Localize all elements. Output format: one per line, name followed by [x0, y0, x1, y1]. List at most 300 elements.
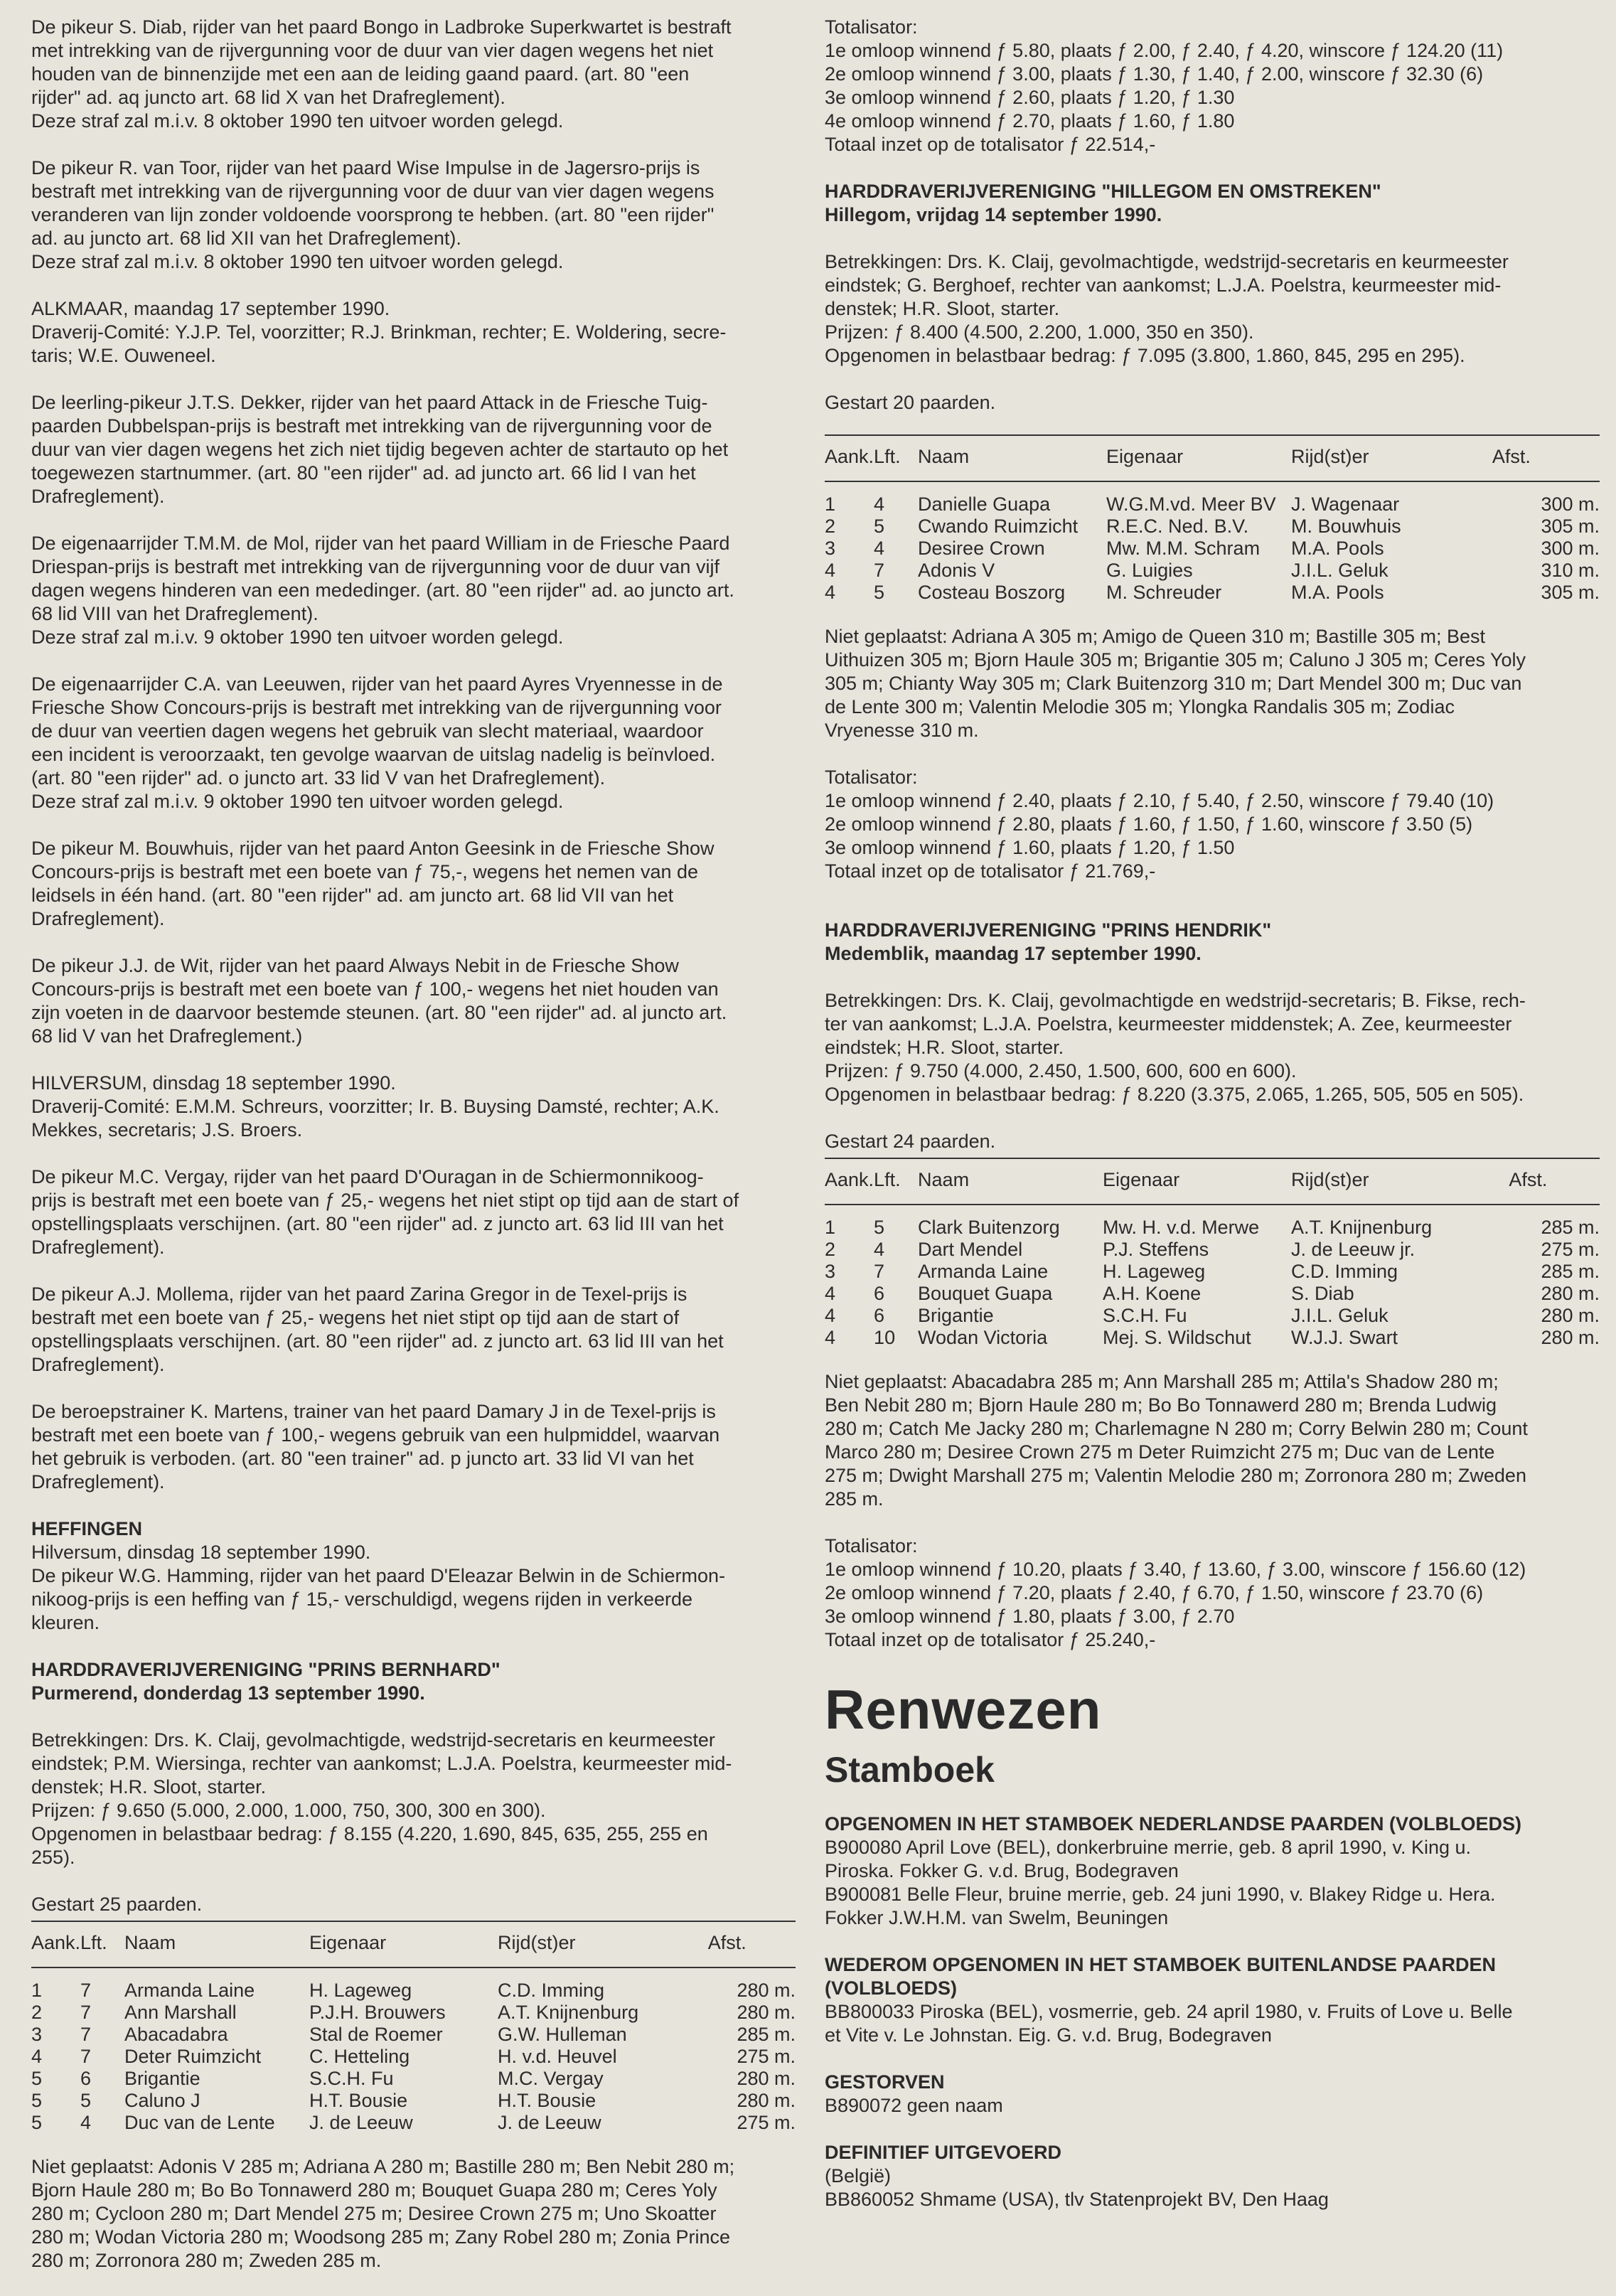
heffingen-heading: HEFFINGEN	[31, 1518, 143, 1539]
table-row	[825, 1327, 1600, 1349]
text-line: De leerling-pikeur J.T.S. Dekker, rijder van het paard Attack in de Friesche Tuig-	[31, 392, 708, 413]
stamboek-entries	[825, 1836, 1600, 1930]
section-title: HARDDRAVERIJVERENIGING "PRINS BERNHARD"	[31, 1659, 501, 1680]
cell-eigenaar: P.J.H. Brouwers	[309, 2002, 446, 2023]
col-header-eigenaar: Eigenaar	[1106, 436, 1291, 481]
cell-afst: 275 m.	[737, 2112, 796, 2133]
col-header-afst: Afst.	[1492, 436, 1600, 481]
cell-afst: 280 m.	[737, 2002, 796, 2023]
table-body	[31, 1967, 796, 2134]
text-line: 3e omloop winnend ƒ 1.60, plaats ƒ 1.20, ƒ 1.50	[825, 837, 1235, 858]
text-line: Niet geplaatst: Adonis V 285 m; Adriana A 280 m; Bastille 280 m; Ben Nebit 280 m;	[31, 2156, 735, 2177]
cell-rijder: A.T. Knijnenburg	[1291, 1217, 1433, 1238]
text-line: 280 m; Catch Me Jacky 280 m; Charlemagne N 280 m; Corry Belwin 280 m; Count	[825, 1418, 1528, 1439]
cell-naam: Dart Mendel	[918, 1239, 1023, 1260]
section-subtitle: Purmerend, donderdag 13 september 1990.	[31, 1682, 425, 1704]
text-line: opstellingsplaats verschijnen. (art. 80 "een rijder" ad. z juncto art. 63 lid III van het	[31, 1330, 724, 1352]
text-line: De beroepstrainer K. Martens, trainer van het paard Damary J in de Texel-prijs is	[31, 1401, 716, 1422]
cell-naam: Adonis V	[918, 560, 995, 581]
results-table-wrap	[31, 1921, 796, 2134]
text-line: eindstek; P.M. Wiersinga, rechter van aankomst; L.J.A. Poelstra, keurmeester mid-	[31, 1753, 732, 1774]
cell-naam: Brigantie	[918, 1305, 994, 1326]
results-table-wrap	[825, 434, 1600, 604]
cell-naam: Brigantie	[124, 2068, 200, 2089]
text-line: et Vite v. Le Johnstan. Eig. G. v.d. Brug, Bodegraven	[825, 2024, 1272, 2046]
cell-aank: 5	[31, 2112, 43, 2133]
text-line: Uithuizen 305 m; Bjorn Haule 305 m; Brigantie 305 m; Caluno J 305 m; Ceres Yoly	[825, 649, 1526, 671]
started-count: Gestart 25 paarden.	[31, 1894, 203, 1915]
text-line: Niet geplaatst: Abacadabra 285 m; Ann Marshall 285 m; Attila's Shadow 280 m;	[825, 1371, 1499, 1392]
cell-eigenaar: Mw. M.M. Schram	[1106, 538, 1261, 559]
text-line: Concours-prijs is bestraft met een boete van ƒ 100,- wegens het niet houden van	[31, 978, 719, 1000]
left-column	[31, 16, 796, 2296]
cell-eigenaar: M. Schreuder	[1106, 582, 1222, 603]
col-header-eigenaar: Eigenaar	[309, 1922, 498, 1967]
cell-aank: 4	[31, 2046, 43, 2067]
table-row	[31, 2002, 796, 2024]
stamboek-entries	[825, 2000, 1600, 2047]
table-row	[825, 1305, 1600, 1327]
stamboek-section	[825, 1812, 1600, 2211]
notice-paragraph	[31, 1165, 796, 1259]
stamboek-block	[825, 1812, 1600, 1930]
col-header-lft: Lft.	[874, 436, 918, 481]
col-header-afst: Afst.	[708, 1922, 796, 1967]
text-line: (art. 80 "een rijder" ad. o juncto art. 33 lid V van het Drafreglement).	[31, 767, 606, 789]
hillegom-section	[825, 180, 1600, 883]
text-line: Driespan-prijs is bestraft met intrekking van de rijvergunning voor de duur van vijf	[31, 556, 719, 577]
text-line: denstek; H.R. Sloot, starter.	[31, 1776, 267, 1798]
cell-lft: 4	[874, 1239, 885, 1260]
cell-aank: 4	[825, 1327, 836, 1348]
text-line: B900080 April Love (BEL), donkerbruine merrie, geb. 8 april 1990, v. King u.	[825, 1837, 1472, 1858]
cell-lft: 4	[874, 493, 885, 515]
cell-eigenaar: S.C.H. Fu	[309, 2068, 394, 2089]
text-line: leidsels in één hand. (art. 80 "een rijder" ad. am juncto art. 68 lid VII van het	[31, 885, 674, 906]
cell-eigenaar: C. Hetteling	[309, 2046, 410, 2067]
cell-rijder: M.C. Vergay	[498, 2068, 604, 2089]
notice-paragraph	[31, 1283, 796, 1377]
cell-aank: 4	[825, 1305, 836, 1326]
cell-eigenaar: Stal de Roemer	[309, 2024, 443, 2045]
cell-rijder: S. Diab	[1291, 1283, 1354, 1304]
notice-paragraph	[31, 532, 796, 649]
text-line: Deze straf zal m.i.v. 9 oktober 1990 ten uitvoer worden gelegd.	[31, 626, 564, 648]
cell-lft: 4	[80, 2112, 92, 2133]
text-line: eindstek; H.R. Sloot, starter.	[825, 1037, 1064, 1058]
cell-lft: 7	[80, 2024, 92, 2045]
col-header-aank: Aank.	[31, 1922, 80, 1967]
table-row	[31, 2068, 796, 2090]
section-title: HARDDRAVERIJVERENIGING "HILLEGOM EN OMSTREKEN"	[825, 181, 1381, 202]
text-line: Deze straf zal m.i.v. 9 oktober 1990 ten uitvoer worden gelegd.	[31, 791, 564, 812]
col-header-aank: Aank.	[825, 1159, 874, 1205]
text-line: De pikeur R. van Toor, rijder van het paard Wise Impulse in de Jagersro-prijs is	[31, 157, 700, 178]
text-line: 285 m.	[825, 1488, 884, 1510]
cell-rijder: J. Wagenaar	[1291, 493, 1400, 515]
cell-eigenaar: J. de Leeuw	[309, 2112, 413, 2133]
text-line: 1e omloop winnend ƒ 5.80, plaats ƒ 2.00, ƒ 2.40, ƒ 4.20, winscore ƒ 124.20 (11)	[825, 40, 1504, 61]
text-line: 4e omloop winnend ƒ 2.70, plaats ƒ 1.60, ƒ 1.80	[825, 110, 1235, 132]
cell-aank: 2	[825, 1239, 836, 1260]
cell-naam: Armanda Laine	[124, 1980, 255, 2001]
text-line: Betrekkingen: Drs. K. Claij, gevolmachtigde en wedstrijd-secretaris; B. Fikse, rech-	[825, 990, 1526, 1011]
section-subtitle: Medemblik, maandag 17 september 1990.	[825, 943, 1202, 964]
text-line: Deze straf zal m.i.v. 8 oktober 1990 ten uitvoer worden gelegd.	[31, 251, 564, 272]
text-line: De eigenaarrijder T.M.M. de Mol, rijder van het paard William in de Friesche Paard	[31, 533, 730, 554]
cell-afst: 285 m.	[737, 2024, 796, 2045]
text-line: Totalisator:	[825, 16, 918, 38]
cell-afst: 310 m.	[1541, 560, 1600, 581]
text-line: 305 m; Chianty Way 305 m; Clark Buitenzorg 310 m; Dart Mendel 300 m; Duc van	[825, 673, 1522, 694]
cell-afst: 300 m.	[1541, 538, 1600, 559]
stamboek-entries	[825, 2094, 1600, 2118]
cell-eigenaar: A.H. Koene	[1103, 1283, 1202, 1304]
cell-naam: Ann Marshall	[124, 2002, 237, 2023]
cell-eigenaar: Mej. S. Wildschut	[1103, 1327, 1251, 1348]
table-row	[825, 516, 1600, 538]
stamboek-heading-cont: (VOLBLOEDS)	[825, 1977, 957, 1999]
cell-lft: 5	[80, 2090, 92, 2111]
stamboek-block	[825, 2071, 1600, 2118]
text-line: houden van de binnenzijde met een aan de leiding gaand paard. (art. 80 "een	[31, 63, 690, 85]
col-header-naam: Naam	[918, 1159, 1103, 1205]
text-line: 280 m; Cycloon 280 m; Dart Mendel 275 m; Desiree Crown 275 m; Uno Skoatter	[31, 2203, 717, 2224]
text-line: rijder" ad. aq juncto art. 68 lid X van het Drafreglement).	[31, 87, 505, 108]
stamboek-heading: GESTORVEN	[825, 2071, 945, 2093]
text-line: taris; W.E. Ouweneel.	[31, 345, 216, 366]
details-paragraph	[825, 250, 1600, 368]
notice-paragraph	[31, 954, 796, 1048]
text-line: Hilversum, dinsdag 18 september 1990.	[31, 1542, 371, 1563]
text-line: nikoog-prijs is een heffing van ƒ 15,- verschuldigd, wegens rijden in verkeerde	[31, 1588, 693, 1610]
not-placed-paragraph	[31, 2155, 796, 2273]
cell-lft: 7	[874, 1261, 885, 1282]
text-line: de Lente 300 m; Valentin Melodie 305 m; Ylongka Randalis 305 m; Zodiac	[825, 696, 1455, 717]
text-line: Marco 280 m; Desiree Crown 275 m Deter Ruimzicht 275 m; Duc van de Lente	[825, 1441, 1495, 1463]
heffingen-paragraph	[31, 1541, 796, 1635]
cell-eigenaar: G. Luigies	[1106, 560, 1193, 581]
text-line: ter van aankomst; L.J.A. Poelstra, keurmeester middenstek; A. Zee, keurmeester	[825, 1013, 1512, 1035]
text-line: bestraft met een boete van ƒ 100,- wegens gebruik van een hulpmiddel, waarvan	[31, 1424, 720, 1446]
cell-aank: 4	[825, 582, 836, 603]
right-column	[825, 16, 1600, 2235]
cell-lft: 7	[874, 560, 885, 581]
text-line: Prijzen: ƒ 9.750 (4.000, 2.450, 1.500, 600, 600 en 600).	[825, 1060, 1297, 1082]
cell-naam: Wodan Victoria	[918, 1327, 1048, 1348]
text-line: toegewezen startnummer. (art. 80 "een rijder" ad. ad juncto art. 66 lid I van het	[31, 462, 696, 484]
cell-lft: 7	[80, 2046, 92, 2067]
cell-naam: Cwando Ruimzicht	[918, 516, 1079, 537]
prins-bernhard-section	[31, 1658, 796, 2273]
cell-naam: Abacadabra	[124, 2024, 228, 2045]
table-row	[825, 1261, 1600, 1283]
notice-paragraph	[31, 156, 796, 274]
details-paragraph	[31, 1729, 796, 1869]
text-line: Ben Nebit 280 m; Bjorn Haule 280 m; Bo Bo Tonnawerd 280 m; Brenda Ludwig	[825, 1394, 1497, 1416]
text-line: Prijzen: ƒ 9.650 (5.000, 2.000, 1.000, 750, 300, 300 en 300).	[31, 1800, 546, 1821]
text-line: prijs is bestraft met een boete van ƒ 25,- wegens het niet stipt op tijd aan de start of	[31, 1190, 739, 1211]
text-line: Deze straf zal m.i.v. 8 oktober 1990 ten uitvoer worden gelegd.	[31, 110, 564, 132]
cell-eigenaar: H. Lageweg	[309, 1980, 412, 2001]
stamboek-heading: WEDEROM OPGENOMEN IN HET STAMBOEK BUITENLANDSE PAARDEN	[825, 1954, 1497, 1975]
cell-rijder: M.A. Pools	[1291, 582, 1384, 603]
cell-rijder: J.I.L. Geluk	[1291, 560, 1388, 581]
table-row	[31, 2024, 796, 2046]
text-line: Totalisator:	[825, 1535, 918, 1557]
cell-afst: 305 m.	[1541, 582, 1600, 603]
text-line: De eigenaarrijder C.A. van Leeuwen, rijder van het paard Ayres Vryennesse in de	[31, 673, 723, 695]
cell-aank: 1	[825, 493, 836, 515]
text-line: B900081 Belle Fleur, bruine merrie, geb. 24 juni 1990, v. Blakey Ridge u. Hera.	[825, 1884, 1496, 1905]
table-row	[825, 1239, 1600, 1261]
committee-paragraph	[31, 297, 796, 368]
text-line: ad. au juncto art. 68 lid XII van het Drafreglement).	[31, 228, 461, 249]
text-line: Prijzen: ƒ 8.400 (4.500, 2.200, 1.000, 350 en 350).	[825, 321, 1254, 343]
started-count: Gestart 20 paarden.	[825, 392, 996, 413]
text-line: 2e omloop winnend ƒ 3.00, plaats ƒ 1.30, ƒ 1.40, ƒ 2.00, winscore ƒ 32.30 (6)	[825, 63, 1484, 85]
text-line: Niet geplaatst: Adriana A 305 m; Amigo de Queen 310 m; Bastille 305 m; Best	[825, 626, 1486, 647]
text-line: 2e omloop winnend ƒ 7.20, plaats ƒ 2.40, ƒ 6.70, ƒ 1.50, winscore ƒ 23.70 (6)	[825, 1582, 1484, 1603]
cell-afst: 280 m.	[1541, 1305, 1600, 1326]
text-line: denstek; H.R. Sloot, starter.	[825, 298, 1060, 319]
cell-eigenaar: P.J. Steffens	[1103, 1239, 1209, 1260]
notice-paragraph	[31, 837, 796, 931]
text-line: ALKMAAR, maandag 17 september 1990.	[31, 298, 390, 319]
col-header-rijder: Rijd(st)er	[1291, 436, 1492, 481]
cell-aank: 3	[31, 2024, 43, 2045]
committee-paragraph	[31, 1072, 796, 1142]
text-line: Totalisator:	[825, 767, 918, 788]
table-row	[31, 2046, 796, 2068]
table-row	[825, 1205, 1600, 1239]
text-line: Betrekkingen: Drs. K. Claij, gevolmachtigde, wedstrijd-secretaris en keurmeester	[825, 251, 1509, 272]
notice-paragraph	[31, 391, 796, 508]
text-line: De pikeur M. Bouwhuis, rijder van het paard Anton Geesink in de Friesche Show	[31, 838, 715, 859]
table-row	[31, 1967, 796, 2002]
table-row	[825, 560, 1600, 582]
text-line: 3e omloop winnend ƒ 2.60, plaats ƒ 1.20, ƒ 1.30	[825, 87, 1235, 108]
text-line: duur van vier dagen wegens het zich niet tijdig begeven achter de startauto op het	[31, 439, 729, 460]
text-line: met intrekking van de rijvergunning voor de duur van vier dagen wegens het niet	[31, 40, 714, 61]
text-line: 255).	[31, 1847, 75, 1868]
text-line: dagen wegens hinderen van een mededinger. (art. 80 "een rijder" ad. ao juncto art.	[31, 580, 734, 601]
table-row	[31, 2112, 796, 2134]
col-header-lft: Lft.	[874, 1159, 918, 1205]
cell-lft: 7	[80, 1980, 92, 2001]
cell-eigenaar: W.G.M.vd. Meer BV	[1106, 493, 1276, 515]
stamboek-heading: DEFINITIEF UITGEVOERD	[825, 2142, 1062, 2163]
cell-lft: 6	[874, 1305, 885, 1326]
cell-rijder: J.I.L. Geluk	[1291, 1305, 1388, 1326]
cell-aank: 4	[825, 1283, 836, 1304]
notice-paragraph	[31, 673, 796, 813]
text-line: Piroska. Fokker G. v.d. Brug, Bodegraven	[825, 1860, 1179, 1881]
cell-naam: Danielle Guapa	[918, 493, 1051, 515]
text-line: veranderen van lijn zonder voldoende voorsprong te hebben. (art. 80 "een rijder"	[31, 204, 715, 225]
table-row	[825, 481, 1600, 516]
table-row	[825, 1283, 1600, 1305]
cell-naam: Deter Ruimzicht	[124, 2046, 262, 2067]
cell-naam: Bouquet Guapa	[918, 1283, 1053, 1304]
text-line: bestraft met een boete van ƒ 25,- wegens het niet stipt op tijd aan de start of	[31, 1307, 680, 1328]
cell-naam: Desiree Crown	[918, 538, 1045, 559]
cell-afst: 280 m.	[737, 2068, 796, 2089]
text-line: Betrekkingen: Drs. K. Claij, gevolmachtigde, wedstrijd-secretaris en keurmeester	[31, 1729, 715, 1751]
cell-aank: 5	[31, 2068, 43, 2089]
text-line: Totaal inzet op de totalisator ƒ 22.514,-	[825, 134, 1156, 155]
col-header-naam: Naam	[918, 436, 1106, 481]
notices-section	[31, 16, 796, 1494]
cell-eigenaar: S.C.H. Fu	[1103, 1305, 1187, 1326]
text-line: opstellingsplaats verschijnen. (art. 80 "een rijder" ad. z juncto art. 63 lid III van het	[31, 1213, 724, 1234]
text-line: BB860052 Shmame (USA), tlv Statenprojekt BV, Den Haag	[825, 2189, 1329, 2210]
results-table	[31, 1922, 796, 2134]
cell-eigenaar: Mw. H. v.d. Merwe	[1103, 1217, 1260, 1238]
cell-rijder: G.W. Hulleman	[498, 2024, 627, 2045]
text-line: Mekkes, secretaris; J.S. Broers.	[31, 1119, 303, 1141]
text-line: Drafreglement).	[31, 1471, 165, 1493]
text-line: Drafreglement).	[31, 1354, 165, 1375]
results-table	[825, 436, 1600, 604]
text-line: 280 m; Wodan Victoria 280 m; Woodsong 285 m; Zany Robel 280 m; Zonia Prince	[31, 2226, 731, 2248]
cell-lft: 5	[874, 1217, 885, 1238]
cell-rijder: H.T. Bousie	[498, 2090, 596, 2111]
table-body	[825, 481, 1600, 604]
stamboek-title: Stamboek	[825, 1750, 995, 1790]
text-line: Vryenesse 310 m.	[825, 720, 979, 741]
cell-afst: 280 m.	[737, 2090, 796, 2111]
cell-afst: 280 m.	[1541, 1327, 1600, 1348]
cell-afst: 285 m.	[1541, 1261, 1600, 1282]
cell-naam: Clark Buitenzorg	[918, 1217, 1060, 1238]
text-line: bestraft met intrekking van de rijvergunning voor de duur van vier dagen wegens	[31, 181, 715, 202]
notice-paragraph	[31, 16, 796, 133]
cell-afst: 275 m.	[737, 2046, 796, 2067]
stamboek-block	[825, 1953, 1600, 2047]
cell-afst: 300 m.	[1541, 493, 1600, 515]
renwezen-title: Renwezen	[825, 1678, 1102, 1741]
totalisator-paragraph	[825, 1534, 1600, 1652]
cell-afst: 275 m.	[1541, 1239, 1600, 1260]
text-line: 1e omloop winnend ƒ 2.40, plaats ƒ 2.10, ƒ 5.40, ƒ 2.50, winscore ƒ 79.40 (10)	[825, 790, 1494, 811]
col-header-rijder: Rijd(st)er	[1291, 1159, 1509, 1205]
cell-lft: 7	[80, 2002, 92, 2023]
cell-eigenaar: H.T. Bousie	[309, 2090, 408, 2111]
cell-rijder: J. de Leeuw	[498, 2112, 601, 2133]
text-line: 1e omloop winnend ƒ 10.20, plaats ƒ 3.40, ƒ 13.60, ƒ 3.00, winscore ƒ 156.60 (12)	[825, 1559, 1526, 1580]
text-line: 2e omloop winnend ƒ 2.80, plaats ƒ 1.60, ƒ 1.50, ƒ 1.60, winscore ƒ 3.50 (5)	[825, 813, 1473, 835]
cell-naam: Costeau Boszorg	[918, 582, 1066, 603]
started-count: Gestart 24 paarden.	[825, 1131, 996, 1152]
cell-rijder: M. Bouwhuis	[1291, 516, 1401, 537]
table-row	[31, 2090, 796, 2112]
text-line: Opgenomen in belastbaar bedrag: ƒ 7.095 (3.800, 1.860, 845, 295 en 295).	[825, 345, 1465, 366]
totalisator-paragraph	[825, 766, 1600, 883]
text-line: 3e omloop winnend ƒ 1.80, plaats ƒ 3.00, ƒ 2.70	[825, 1606, 1235, 1627]
text-line: 280 m; Zorronora 280 m; Zweden 285 m.	[31, 2250, 382, 2271]
text-line: HILVERSUM, dinsdag 18 september 1990.	[31, 1072, 396, 1094]
text-line: De pikeur J.J. de Wit, rijder van het paard Always Nebit in de Friesche Show	[31, 955, 679, 976]
cell-lft: 6	[874, 1283, 885, 1304]
cell-aank: 1	[31, 1980, 43, 2001]
text-line: BB800033 Piroska (BEL), vosmerrie, geb. 24 april 1980, v. Fruits of Love u. Belle	[825, 2001, 1513, 2022]
cell-lft: 5	[874, 582, 885, 603]
col-header-aank: Aank.	[825, 436, 874, 481]
table-body	[825, 1205, 1600, 1349]
cell-rijder: M.A. Pools	[1291, 538, 1384, 559]
totalisator-paragraph	[825, 16, 1600, 156]
cell-afst: 305 m.	[1541, 516, 1600, 537]
stamboek-entries	[825, 2164, 1600, 2211]
table-header-row	[825, 1159, 1600, 1205]
col-header-naam: Naam	[124, 1922, 309, 1967]
text-line: de duur van veertien dagen wegens het gebruik van slecht materiaal, waardoor	[31, 720, 704, 742]
text-line: een incident is veroorzaakt, ten gevolge waarvan de uitslag nadelig is beïnvloed.	[31, 744, 716, 765]
cell-rijder: W.J.J. Swart	[1291, 1327, 1398, 1348]
cell-naam: Armanda Laine	[918, 1261, 1049, 1282]
not-placed-paragraph	[825, 1370, 1600, 1511]
text-line: De pikeur M.C. Vergay, rijder van het paard D'Ouragan in de Schiermonnikoog-	[31, 1166, 704, 1187]
cell-aank: 3	[825, 1261, 836, 1282]
text-line: Bjorn Haule 280 m; Bo Bo Tonnawerd 280 m; Bouquet Guapa 280 m; Ceres Yoly	[31, 2179, 717, 2201]
cell-aank: 4	[825, 560, 836, 581]
cell-aank: 2	[31, 2002, 43, 2023]
text-line: Fokker J.W.H.M. van Swelm, Beuningen	[825, 1907, 1169, 1928]
stamboek-heading: OPGENOMEN IN HET STAMBOEK NEDERLANDSE PAARDEN (VOLBLOEDS)	[825, 1813, 1522, 1835]
cell-lft: 6	[80, 2068, 92, 2089]
table-row	[825, 582, 1600, 604]
cell-aank: 5	[31, 2090, 43, 2111]
section-subtitle: Hillegom, vrijdag 14 september 1990.	[825, 204, 1162, 225]
details-paragraph	[825, 989, 1600, 1106]
table-header-row	[825, 436, 1600, 481]
text-line: eindstek; G. Berghoef, rechter van aankomst; L.J.A. Poelstra, keurmeester mid-	[825, 274, 1502, 296]
text-line: 68 lid VIII van het Drafreglement).	[31, 603, 319, 624]
cell-eigenaar: H. Lageweg	[1103, 1261, 1206, 1282]
text-line: Draverij-Comité: E.M.M. Schreurs, voorzitter; Ir. B. Buysing Damsté, rechter; A.K.	[31, 1096, 719, 1117]
cell-aank: 3	[825, 538, 836, 559]
text-line: Drafreglement).	[31, 908, 165, 929]
cell-afst: 280 m.	[737, 1980, 796, 2001]
col-header-afst: Afst.	[1509, 1159, 1600, 1205]
results-table	[825, 1159, 1600, 1349]
notice-paragraph	[31, 1400, 796, 1494]
text-line: Opgenomen in belastbaar bedrag: ƒ 8.155 (4.220, 1.690, 845, 635, 255, 255 en	[31, 1823, 708, 1844]
heffingen-section	[31, 1517, 796, 1635]
cell-lft: 5	[874, 516, 885, 537]
text-line: Drafreglement).	[31, 486, 165, 507]
cell-rijder: J. de Leeuw jr.	[1291, 1239, 1416, 1260]
text-line: De pikeur S. Diab, rijder van het paard Bongo in Ladbroke Superkwartet is bestraft	[31, 16, 732, 38]
cell-naam: Duc van de Lente	[124, 2112, 275, 2133]
text-line: De pikeur W.G. Hamming, rijder van het paard D'Eleazar Belwin in de Schiermon-	[31, 1565, 726, 1586]
cell-naam: Caluno J	[124, 2090, 200, 2111]
prins-hendrik-section	[825, 919, 1600, 1652]
section-title: HARDDRAVERIJVERENIGING "PRINS HENDRIK"	[825, 919, 1272, 941]
text-line: Totaal inzet op de totalisator ƒ 25.240,-	[825, 1629, 1156, 1650]
col-header-eigenaar: Eigenaar	[1103, 1159, 1291, 1205]
cell-afst: 280 m.	[1541, 1283, 1600, 1304]
text-line: (België)	[825, 2165, 892, 2186]
cell-rijder: C.D. Imming	[498, 1980, 605, 2001]
text-line: 275 m; Dwight Marshall 275 m; Valentin Melodie 280 m; Zorronora 280 m; Zweden	[825, 1465, 1526, 1486]
not-placed-paragraph	[825, 625, 1600, 742]
text-line: Opgenomen in belastbaar bedrag: ƒ 8.220 (3.375, 2.065, 1.265, 505, 505 en 505).	[825, 1084, 1524, 1105]
results-table-wrap	[825, 1158, 1600, 1349]
cell-rijder: H. v.d. Heuvel	[498, 2046, 617, 2067]
cell-aank: 1	[825, 1217, 836, 1238]
